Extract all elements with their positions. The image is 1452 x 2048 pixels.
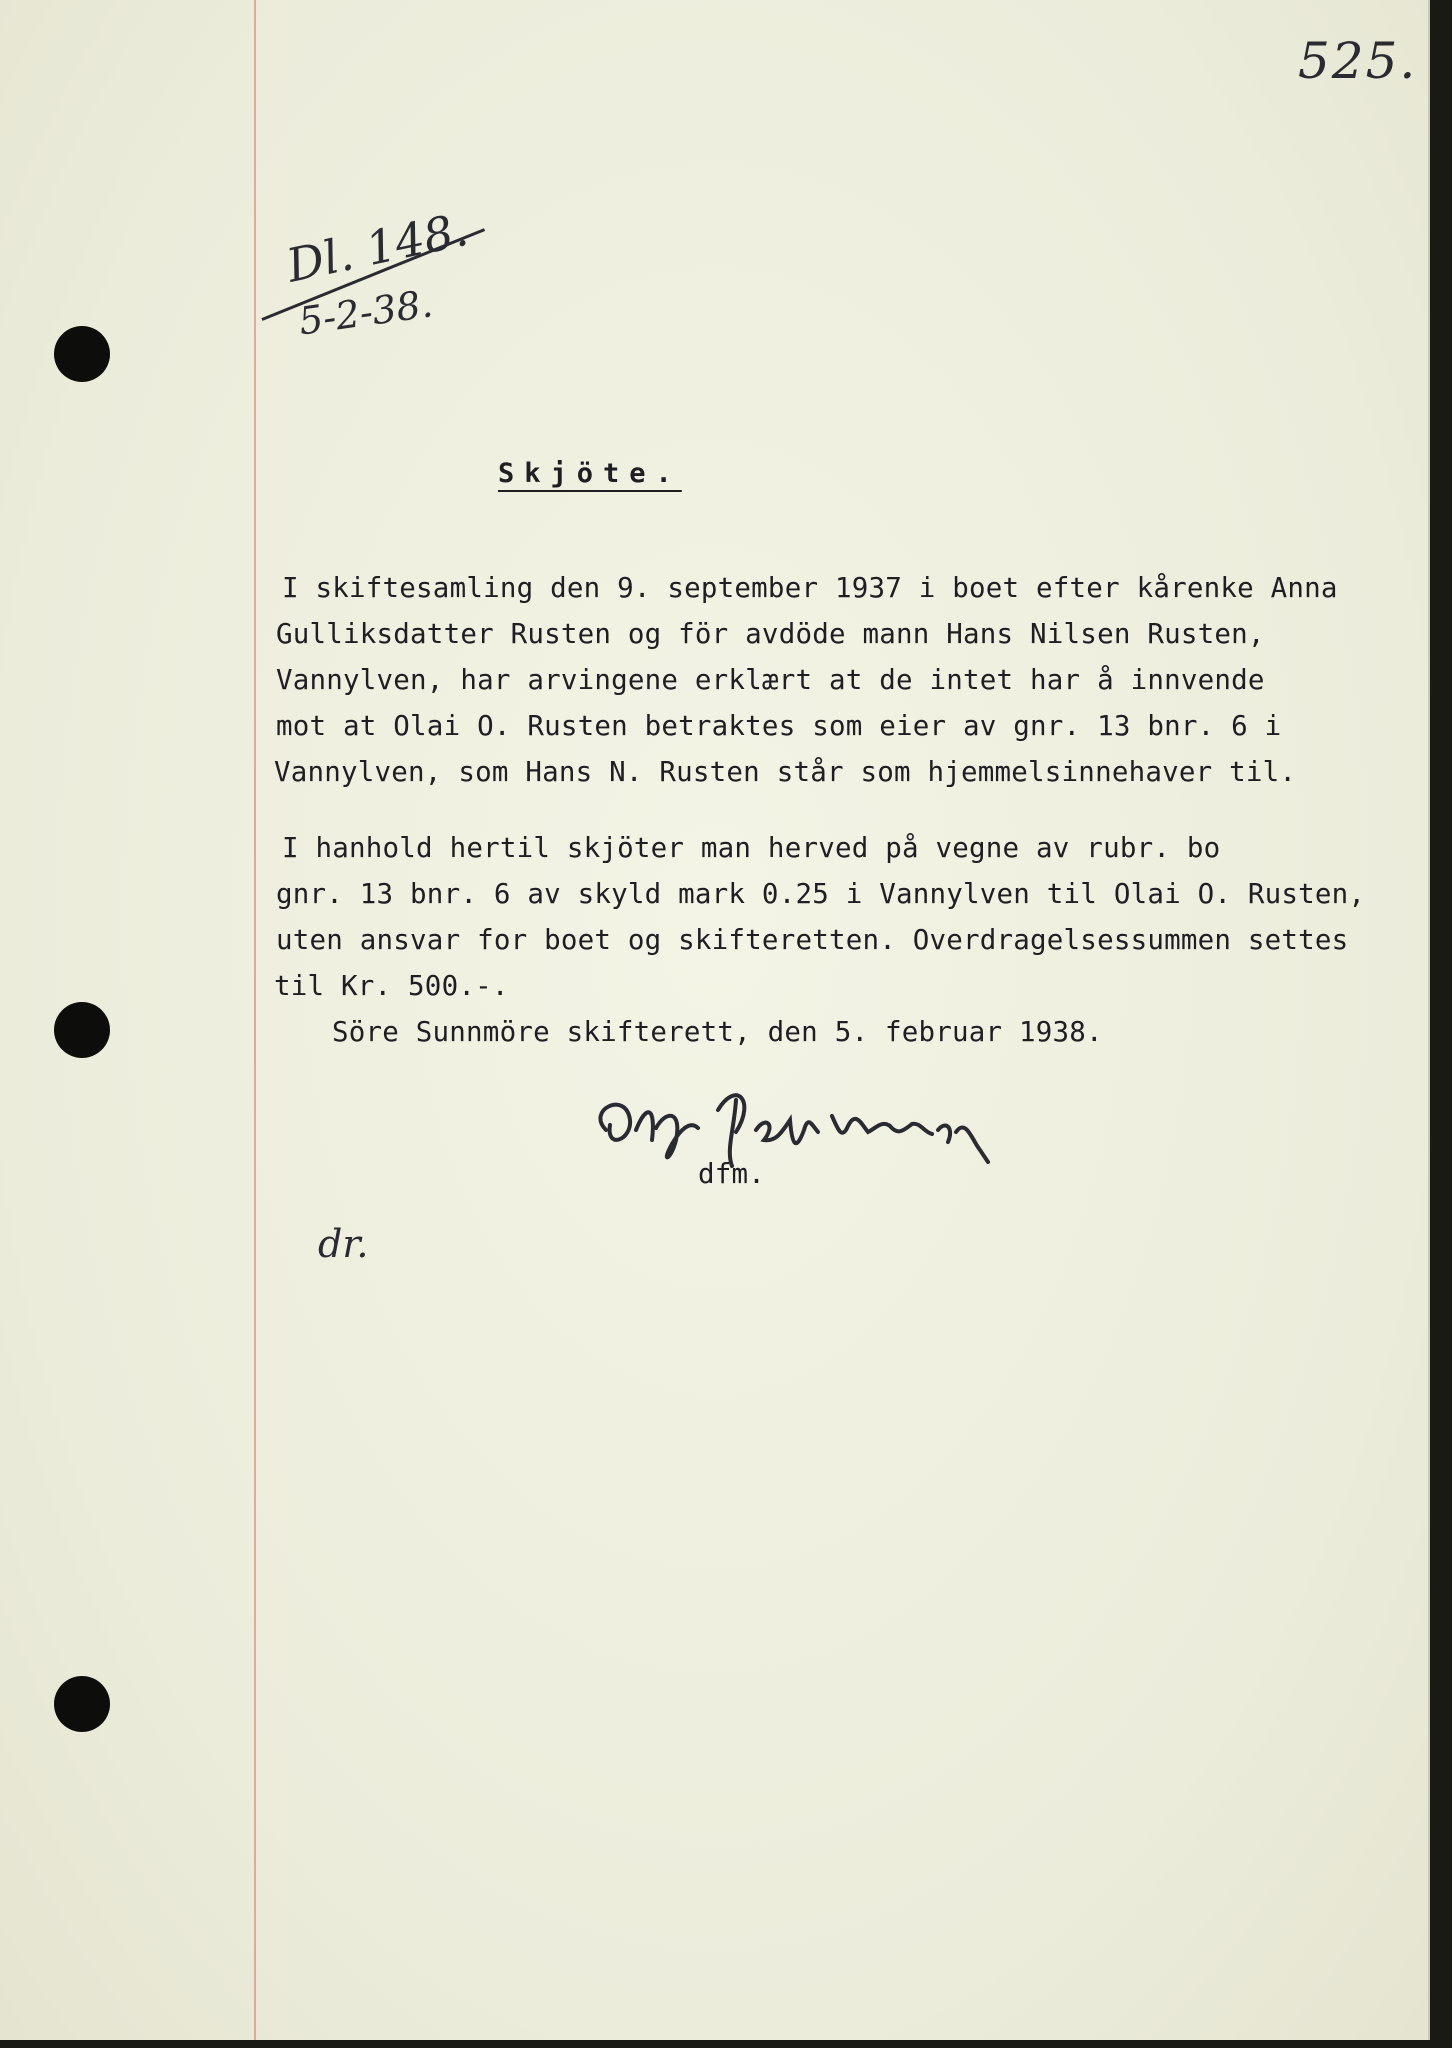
paragraph-line: I skiftesamling den 9. september 1937 i boet efter kårenke Anna bbox=[282, 572, 1338, 604]
signature bbox=[586, 1070, 1016, 1180]
paragraph-line: mot at Olai O. Rusten betraktes som eier av gnr. 13 bnr. 6 i bbox=[276, 710, 1282, 742]
punch-hole bbox=[54, 326, 110, 382]
paragraph-line: gnr. 13 bnr. 6 av skyld mark 0.25 i Vannylven til Olai O. Rusten, bbox=[276, 878, 1366, 910]
paragraph-line: I hanhold hertil skjöter man herved på vegne av rubr. bo bbox=[282, 832, 1221, 864]
punch-hole bbox=[54, 1002, 110, 1058]
margin-rule bbox=[254, 0, 256, 2040]
punch-hole bbox=[54, 1676, 110, 1732]
reference-date: 5-2-38. bbox=[296, 281, 436, 344]
paragraph-line: uten ansvar for boet og skifteretten. Overdragelsessummen settes bbox=[276, 924, 1349, 956]
signature-title: dfm. bbox=[698, 1158, 766, 1190]
place-date-line: Söre Sunnmöre skifterett, den 5. februar 1938. bbox=[332, 1016, 1103, 1048]
paragraph-line: Vannylven, har arvingene erklært at de intet har å innvende bbox=[276, 664, 1265, 696]
paragraph-line: Vannylven, som Hans N. Rusten står som hjemmelsinnehaver til. bbox=[274, 756, 1297, 788]
reference-number: Dl. 148. bbox=[282, 201, 473, 293]
paragraph-line: til Kr. 500.-. bbox=[274, 970, 509, 1002]
page-number: 525. bbox=[1298, 32, 1418, 90]
document-title: Skjöte. bbox=[498, 458, 682, 489]
paragraph-line: Gulliksdatter Rusten og för avdöde mann Hans Nilsen Rusten, bbox=[276, 618, 1265, 650]
initials-mark: dr. bbox=[318, 1222, 369, 1266]
